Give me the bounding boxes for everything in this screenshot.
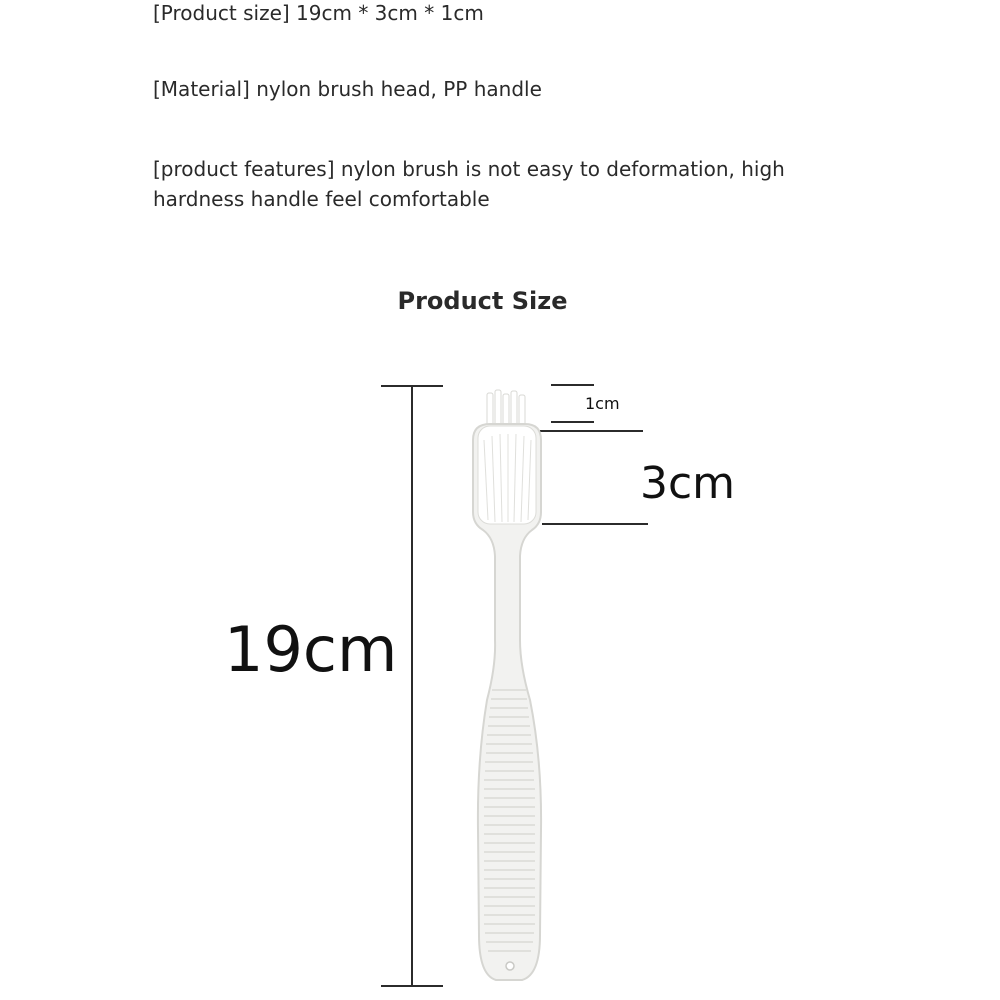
length-label: 19cm xyxy=(224,613,398,686)
bristle-block xyxy=(478,426,536,524)
spec-features: [product features] nylon brush is not easy to deformation, high hardness handle feel comfortable xyxy=(153,157,785,211)
section-title: Product Size xyxy=(397,287,568,315)
width-label: 3cm xyxy=(640,458,736,509)
spec-size: [Product size] 19cm * 3cm * 1cm xyxy=(153,1,484,25)
brush-illustration xyxy=(440,380,580,985)
length-top-tick xyxy=(381,385,443,387)
length-dimension-line xyxy=(411,385,413,987)
spec-material: [Material] nylon brush head, PP handle xyxy=(153,77,542,101)
thickness-label: 1cm xyxy=(585,394,620,413)
hanging-hole xyxy=(506,962,514,970)
length-bottom-tick xyxy=(381,985,443,987)
